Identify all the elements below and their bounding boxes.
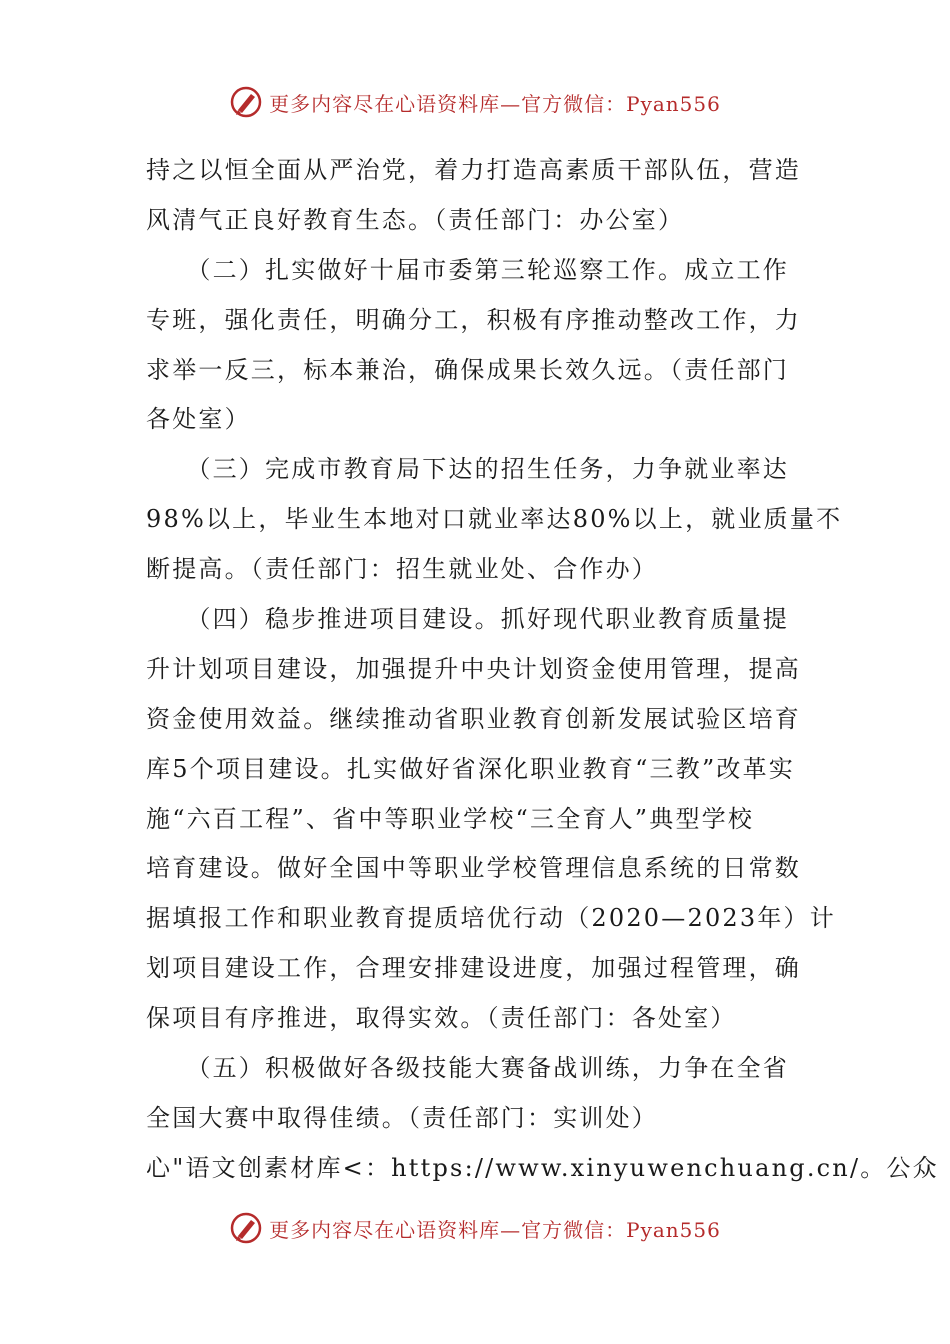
watermark-text: 更多内容尽在心语资料库—官方微信：Pyan556 (269, 91, 721, 116)
text-line: 资金使用效益。继续推动省职业教育创新发展试验区培育 (146, 704, 801, 733)
text-line: 保项目有序推进，取得实效。（责任部门：各处室） (146, 1004, 737, 1033)
text-line: 培育建设。做好全国中等职业学校管理信息系统的日常数 (146, 854, 801, 883)
text-line: 升计划项目建设，加强提升中央计划资金使用管理，提高 (146, 654, 801, 683)
text-line: 断提高。（责任部门：招生就业处、合作办） (146, 555, 658, 584)
text-line: 全国大赛中取得佳绩。（责任部门：实训处） (146, 1103, 658, 1132)
footer-watermark-banner (0, 1206, 950, 1250)
text-line: （三）完成市教育局下达的招生任务，力争就业率达 (146, 455, 789, 484)
text-line: 各处室） (146, 405, 251, 434)
text-line: 持之以恒全面从严治党，着力打造高素质干部队伍，营造 (146, 156, 801, 184)
text-line: （二）扎实做好十届市委第三轮巡察工作。成立工作 (146, 255, 789, 284)
text-line: 专班，强化责任，明确分工，积极有序推动整改工作，力 (146, 305, 801, 334)
text-line: 求举一反三，标本兼治，确保成果长效久远。（责任部门 (146, 355, 789, 384)
text-line: （五）积极做好各级技能大赛备战训练，力争在全省 (146, 1054, 789, 1083)
text-line: 据填报工作和职业教育提质培优行动（2020—2023年）计 (146, 904, 836, 933)
text-line: 施“六百工程”、省中等职业学校“三全育人”典型学校 (146, 804, 755, 833)
watermark-text: 更多内容尽在心语资料库—官方微信：Pyan556 (269, 1217, 721, 1242)
pen-logo-icon (229, 85, 263, 119)
text-line: 库5个项目建设。扎实做好省深化职业教育“三教”改革实 (146, 754, 796, 783)
text-line: 98%以上，毕业生本地对口就业率达80%以上，就业质量不 (146, 505, 843, 534)
text-line: （四）稳步推进项目建设。抓好现代职业教育质量提 (146, 605, 789, 634)
text-line: 划项目建设工作，合理安排建设进度，加强过程管理，确 (146, 954, 801, 983)
text-line: 风清气正良好教育生态。（责任部门：办公室） (146, 205, 685, 234)
document-body (146, 146, 939, 1194)
source-url-line: 心"语文创素材库<：https://www.xinyuwenchuang.cn/。公众 (146, 1153, 939, 1182)
header-watermark-banner (0, 80, 950, 124)
pen-logo-icon (229, 1211, 263, 1245)
